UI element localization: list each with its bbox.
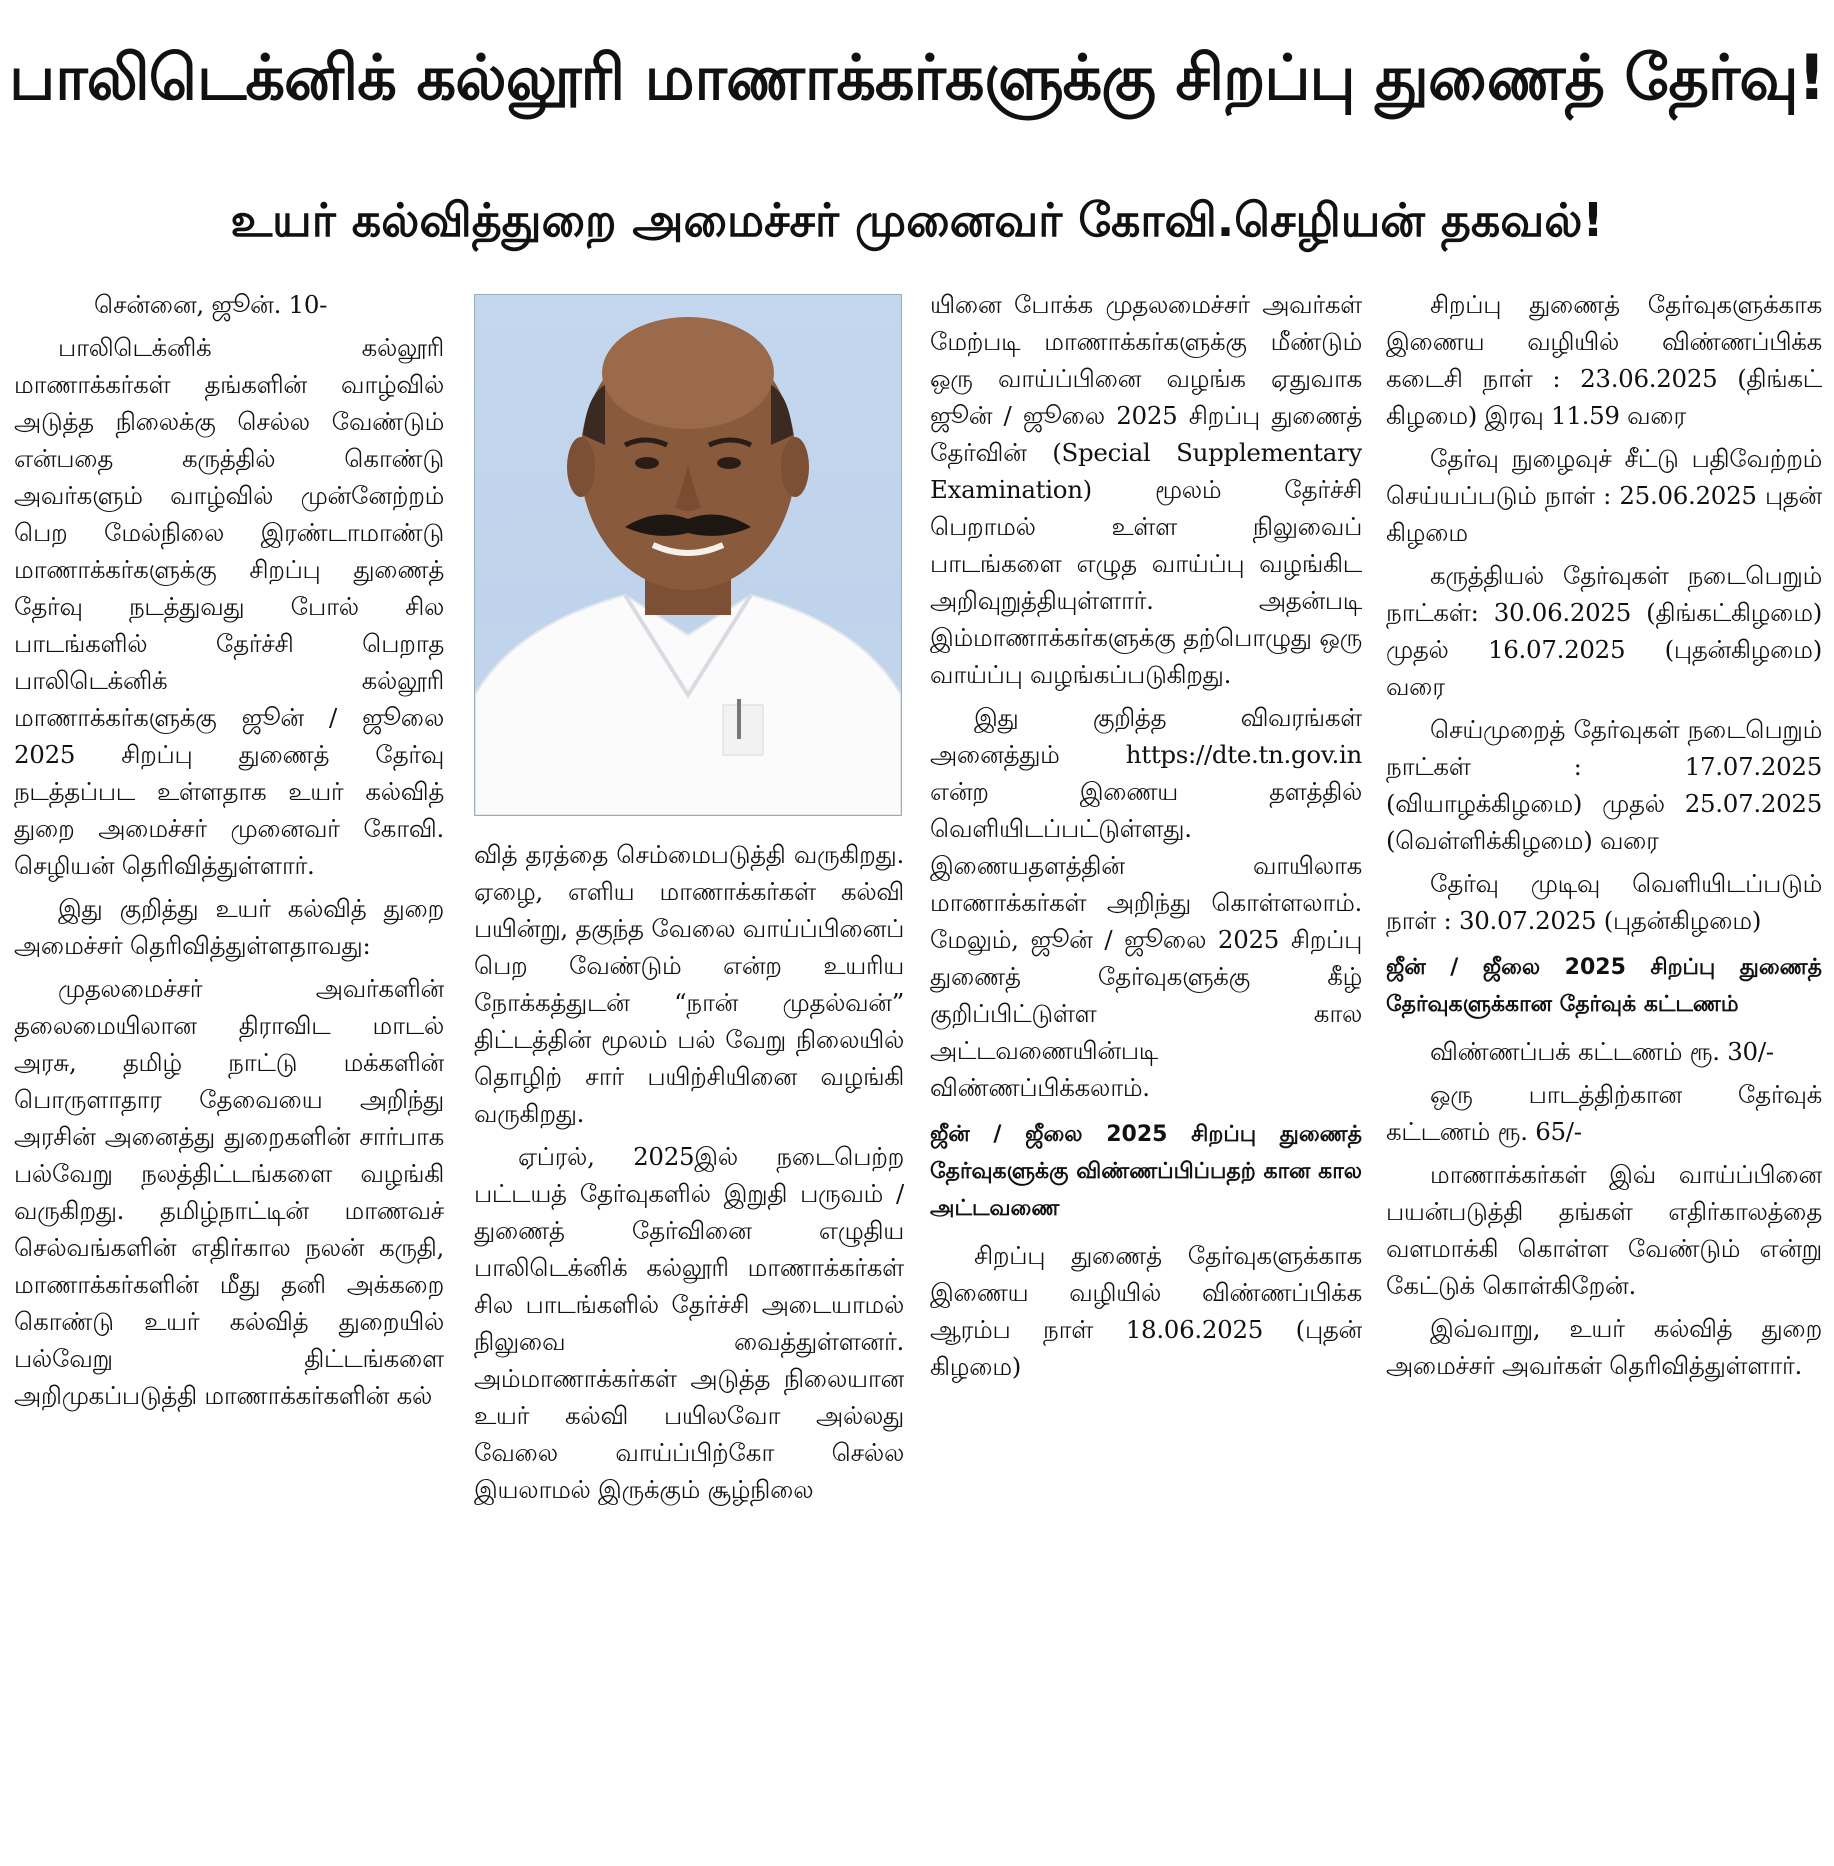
paragraph: செய்முறைத் தேர்வுகள் நடைபெறும் நாட்கள் : 17.07.2025 (வியாழக்கிழமை) முதல் 25.07.2025 (வெள்ளிக்கிழமை) வரை — [1386, 715, 1822, 855]
paragraph: தேர்வு முடிவு வெளியிடப்படும் நாள் : 30.07.2025 (புதன்கிழமை) — [1386, 869, 1822, 935]
section-subheading: ஜீன் / ஜீலை 2025 சிறப்பு துணைத் தேர்வுகளுக்கு விண்ணப்பிப்பதற் கான கால அட்டவணை — [930, 1122, 1362, 1221]
article-column-3 — [930, 286, 1362, 1862]
dateline: சென்னை, ஜூன். 10- — [94, 290, 328, 319]
paragraph: பாலிடெக்னிக் கல்லூரி மாணாக்கர்கள் தங்களின் வாழ்வில் அடுத்த நிலைக்கு செல்ல வேண்டும் என்பதை கருத்தில் கொண்டு அவர்களும் வாழ்வில் முன்னேற்றம் பெற மேல்நிலை இரண்டாமாண்டு மாணாக்கர்களுக்கு சிறப்பு துணைத் தேர்வு நடத்துவது போல் சில பாடங்களில் தேர்ச்சி பெறாத பாலிடெக்னிக் கல்லூரி மாணாக்கர்களுக்கு ஜூன் / ஜூலை 2025 சிறப்பு துணைத் தேர்வு நடத்தப்பட உள்ளதாக உயர் கல்வித் துறை அமைச்சர் முனைவர் கோவி. செழியன் தெரிவித்துள்ளார். — [14, 333, 444, 880]
subheadline: உயர் கல்வித்துறை அமைச்சர் முனைவர் கோவி.செழியன் தகவல்! — [230, 193, 1604, 247]
article-column-2 — [474, 836, 904, 1862]
paragraph: சிறப்பு துணைத் தேர்வுகளுக்காக இணைய வழியில் விண்ணப்பிக்க ஆரம்ப நாள் 18.06.2025 (புதன் கிழமை) — [930, 1241, 1362, 1381]
portrait-illustration — [475, 295, 901, 815]
paragraph: தேர்வு நுழைவுச் சீட்டு பதிவேற்றம் செய்யப்படும் நாள் : 25.06.2025 புதன் கிழமை — [1386, 444, 1822, 547]
article-column-1 — [14, 286, 444, 1862]
paragraph: வித் தரத்தை செம்மைபடுத்தி வருகிறது. ஏழை, எளிய மாணாக்கர்கள் கல்வி பயின்று, தகுந்த வேலை வாய்ப்பினைப் பெற வேண்டும் என்ற உயரிய நோக்கத்துடன் “நான் முதல்வன்” திட்டத்தின் மூலம் பல் வேறு நிலையில் தொழிற் சார் பயிற்சியினை வழங்கி வருகிறது. — [474, 840, 904, 1128]
paragraph: இது குறித்த விவரங்கள் அனைத்தும் https://dte.tn.gov.in என்ற இணைய தளத்தில் வெளியிடப்பட்டுள்ளது. இணையதளத்தின் வாயிலாக மாணாக்கர்கள் அறிந்து கொள்ளலாம். மேலும், ஜூன் / ஜூலை 2025 சிறப்பு துணைத் தேர்வுகளுக்கு கீழ் குறிப்பிட்டுள்ள கால அட்டவணையின்படி விண்ணப்பிக்கலாம். — [930, 703, 1362, 1102]
paragraph: ஏப்ரல், 2025இல் நடைபெற்ற பட்டயத் தேர்வுகளில் இறுதி பருவம் / துணைத் தேர்வினை எழுதிய பாலிடெக்னிக் கல்லூரி மாணாக்கர்கள் சில பாடங்களில் தேர்ச்சி அடையாமல் நிலுவை வைத்துள்ளனர். அம்மாணாக்கர்கள் அடுத்த நிலையான உயர் கல்வி பயிலவோ அல்லது வேலை வாய்ப்பிற்கோ செல்ல இயலாமல் இருக்கும் சூழ்நிலை — [474, 1142, 904, 1504]
paragraph: ஒரு பாடத்திற்கான தேர்வுக் கட்டணம் ரூ. 65/- — [1386, 1080, 1822, 1146]
paragraph: சிறப்பு துணைத் தேர்வுகளுக்காக இணைய வழியில் விண்ணப்பிக்க கடைசி நாள் : 23.06.2025 (திங்கட் கிழமை) இரவு 11.59 வரை — [1386, 290, 1822, 430]
paragraph: மாணாக்கர்கள் இவ் வாய்ப்பினை பயன்படுத்தி தங்கள் எதிர்காலத்தை வளமாக்கி கொள்ள வேண்டும் என்று கேட்டுக் கொள்கிறேன். — [1386, 1160, 1822, 1300]
paragraph: இவ்வாறு, உயர் கல்வித் துறை அமைச்சர் அவர்கள் தெரிவித்துள்ளார். — [1386, 1314, 1822, 1380]
minister-photo — [474, 294, 902, 816]
paragraph: யினை போக்க முதலமைச்சர் அவர்கள் மேற்படி மாணாக்கர்களுக்கு மீண்டும் ஒரு வாய்ப்பினை வழங்க ஏதுவாக ஜூன் / ஜூலை 2025 சிறப்பு துணைத் தேர்வின் (Special Supplementary Examination) மூலம் தேர்ச்சி பெறாமல் உள்ள நிலுவைப் பாடங்களை எழுத வாய்ப்பு வழங்கிட அறிவுறுத்தியுள்ளார். அதன்படி இம்மாணாக்கர்களுக்கு தற்பொழுது ஒரு வாய்ப்பு வழங்கப்படுகிறது. — [930, 290, 1362, 689]
paragraph: இது குறித்து உயர் கல்வித் துறை அமைச்சர் தெரிவித்துள்ளதாவது: — [14, 894, 444, 960]
article-column-4 — [1386, 286, 1822, 1862]
headline: பாலிடெக்னிக் கல்லூரி மாணாக்கர்களுக்கு சிறப்பு துணைத் தேர்வு! — [9, 41, 1825, 114]
paragraph: விண்ணப்பக் கட்டணம் ரூ. 30/- — [1430, 1037, 1774, 1066]
paragraph: முதலமைச்சர் அவர்களின் தலைமையிலான திராவிட மாடல் அரசு, தமிழ் நாட்டு மக்களின் பொருளாதார தேவையை அறிந்து அரசின் அனைத்து துறைகளின் சார்பாக பல்வேறு நலத்திட்டங்களை வழங்கி வருகிறது. தமிழ்நாட்டின் மாணவச் செல்வங்களின் எதிர்கால நலன் கருதி, மாணாக்கர்களின் மீது தனி அக்கறை கொண்டு உயர் கல்வித் துறையில் பல்வேறு திட்டங்களை அறிமுகப்படுத்தி மாணாக்கர்களின் கல் — [14, 974, 444, 1410]
section-subheading: ஜீன் / ஜீலை 2025 சிறப்பு துணைத் தேர்வுகளுக்கான தேர்வுக் கட்டணம் — [1386, 955, 1822, 1017]
paragraph: கருத்தியல் தேர்வுகள் நடைபெறும் நாட்கள்: 30.06.2025 (திங்கட்கிழமை) முதல் 16.07.2025 (புதன்கிழமை) வரை — [1386, 561, 1822, 701]
